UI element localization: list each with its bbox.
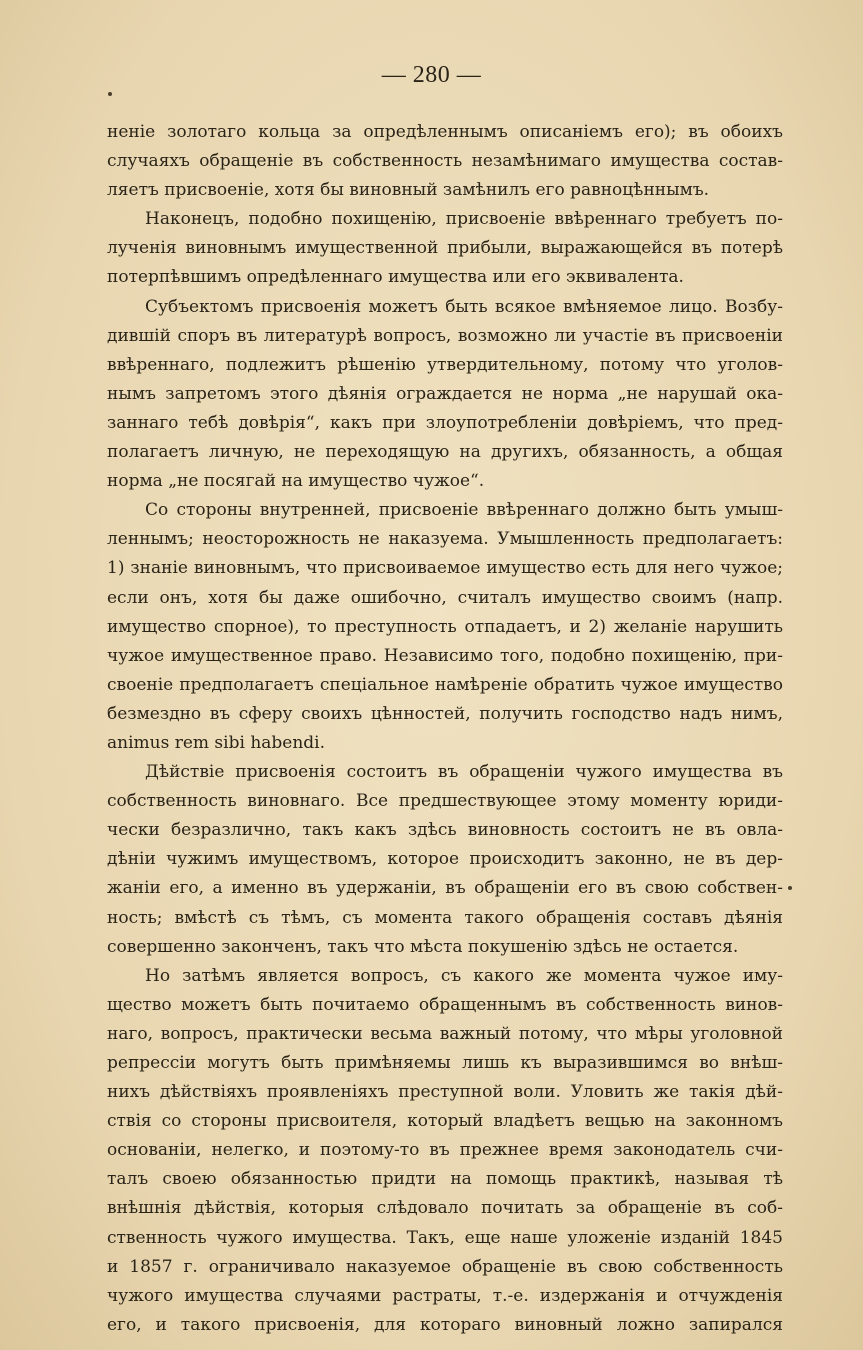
text-line: дѣніи чужимъ имуществомъ, которое происходитъ законно, не въ дер- [107,849,783,870]
text-line: жаніи его, а именно въ удержаніи, въ обращеніи его въ свою собствен- [107,878,783,899]
text-line: наго, вопросъ, практически весьма важный потому, что мѣры уголовной [107,1023,783,1044]
text-line: дившій споръ въ литературѣ вопросъ, возможно ли участіе въ присвоеніи [107,325,783,346]
text-line: потерпѣвшимъ опредѣленнаго имущества или его эквивалента. [107,267,684,288]
text-line: Со стороны внутренней, присвоеніе ввѣреннаго должно быть умыш- [145,500,783,521]
text-line: Субъектомъ присвоенія можетъ быть всякое вмѣняемое лицо. Возбу- [145,296,783,317]
text-line: нихъ дѣйствіяхъ проявленіяхъ преступной воли. Уловить же такія дѣй- [107,1082,783,1103]
text-line: полагаетъ личную, не переходящую на другихъ, обязанность, а общая [107,442,783,463]
text-line: неніе золотаго кольца за опредѣленнымъ описаніемъ его); въ обоихъ [107,122,783,142]
text-line: собственность виновнаго. Все предшествующее этому моменту юриди- [107,791,783,812]
text-line: основаніи, нелегко, и поэтому-то въ прежнее время законодатель счи- [107,1140,783,1161]
text-line: 1) знаніе виновнымъ, что присвоиваемое имущество есть для него чужое; [107,558,783,579]
text-line: своеніе предполагаетъ спеціальное намѣреніе обратить чужое имущество [107,674,783,695]
text-line: лученія виновнымъ имущественной прибыли, выражающейся въ потерѣ [107,238,783,259]
text-line: Наконецъ, подобно похищенію, присвоеніе ввѣреннаго требуетъ по- [145,209,783,230]
text-line: его, и такого присвоенія, для котораго виновный ложно запирался [107,1314,783,1335]
text-line: нымъ запретомъ этого дѣянія ограждается не норма „не нарушай ока- [107,383,783,404]
text-line: случаяхъ обращеніе въ собственность незамѣнимаго имущества состав- [107,151,783,172]
body-text [107,118,783,1340]
text-line: чужого имущества случаями растраты, т.-е. издержанія и отчужденія [107,1285,783,1306]
text-line: внѣшнія дѣйствія, которыя слѣдовало почитать за обращеніе въ соб- [107,1198,783,1219]
print-speck [788,886,792,890]
text-line: animus rem sibi habendi. [107,732,326,753]
text-line: ственность чужого имущества. Такъ, еще наше уложеніе изданій 1845 [107,1227,783,1248]
text-line: Дѣйствіе присвоенія состоитъ въ обращеніи чужого имущества въ [145,762,783,783]
text-line: норма „не посягай на имущество чужое“. [107,471,485,492]
text-line: щество можетъ быть почитаемо обращеннымъ въ собственность винов- [107,994,783,1015]
text-line: чужое имущественное право. Независимо того, подобно похищенію, при- [107,645,783,666]
text-line: ляетъ присвоеніе, хотя бы виновный замѣнилъ его равноцѣннымъ. [107,180,710,201]
text-line: леннымъ; неосторожность не наказуема. Умышленность предполагаетъ: [107,529,783,550]
text-line: ствія со стороны присвоителя, который владѣетъ вещью на законномъ [107,1111,783,1132]
text-line: ность; вмѣстѣ съ тѣмъ, съ момента такого обращенія составъ дѣянія [107,907,783,928]
text-line: Но затѣмъ является вопросъ, съ какого же момента чужое иму- [145,965,783,986]
text-line: совершенно законченъ, такъ что мѣста покушенію здѣсь не остается. [107,936,739,957]
print-speck [108,92,112,96]
text-line: и 1857 г. ограничивало наказуемое обращеніе въ свою собственность [107,1256,783,1277]
text-line: чески безразлично, такъ какъ здѣсь виновность состоитъ не въ овла- [107,820,783,841]
text-line: талъ своею обязанностью придти на помощь практикѣ, называя тѣ [107,1169,783,1190]
text-line: имущество спорное), то преступность отпадаетъ, и 2) желаніе нарушить [107,616,783,637]
page-number: — 280 — [381,62,482,88]
text-line: ввѣреннаго, подлежитъ рѣшенію утвердительному, потому что уголов- [107,354,783,375]
text-line: безмездно въ сферу своихъ цѣнностей, получить господство надъ нимъ, [107,703,783,724]
text-line: если онъ, хотя бы даже ошибочно, считалъ имущество своимъ (напр. [107,587,783,608]
text-line: репрессіи могутъ быть примѣняемы лишь къ выразившимся во внѣш- [107,1053,783,1073]
text-line: заннаго тебѣ довѣрія“, какъ при злоупотребленіи довѣріемъ, что пред- [107,412,783,433]
